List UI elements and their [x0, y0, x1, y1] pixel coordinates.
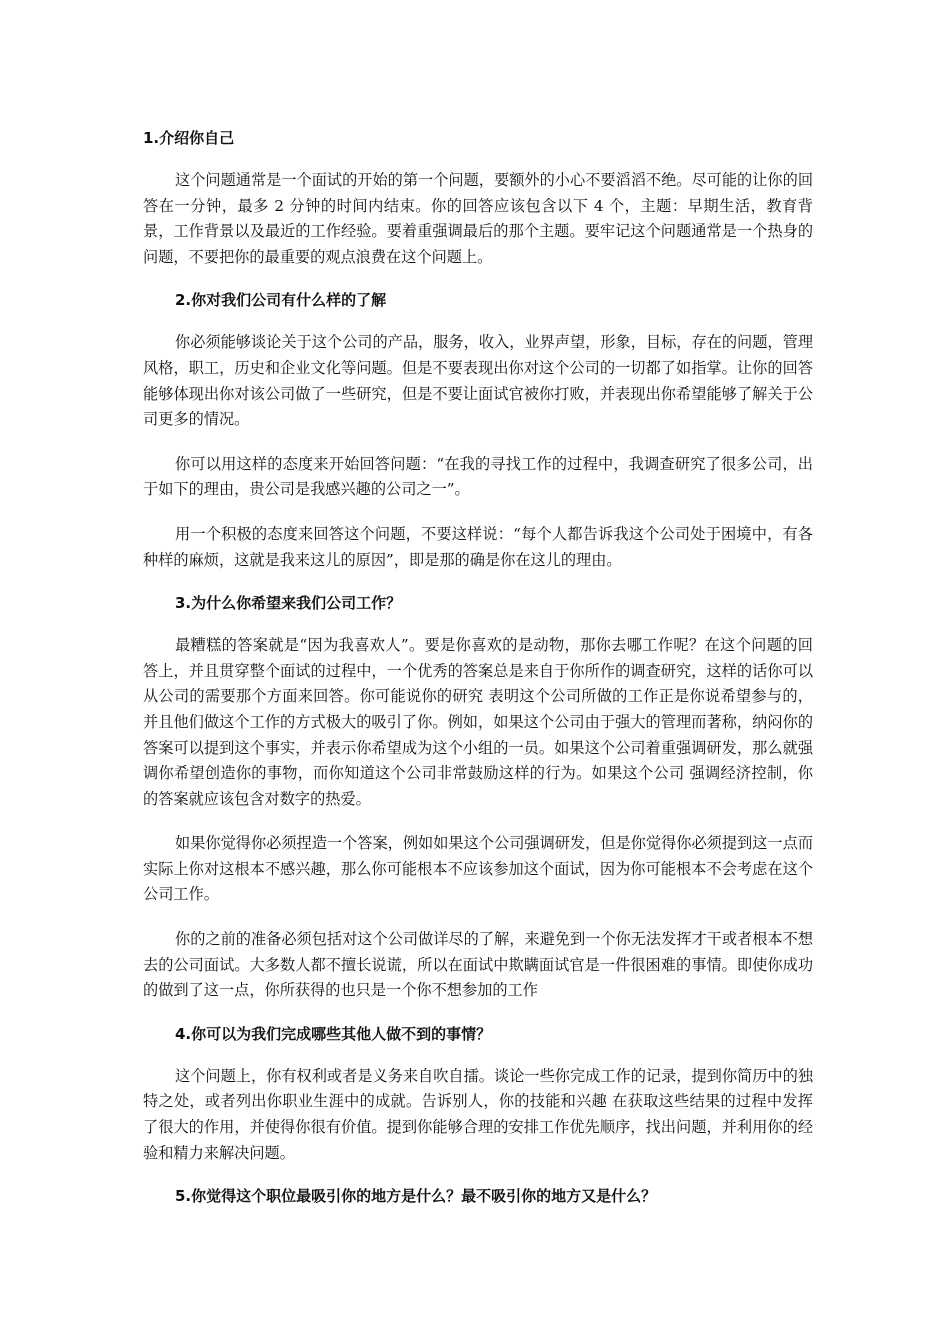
paragraph: 用一个积极的态度来回答这个问题，不要这样说：“每个人都告诉我这个公司处于困境中，有各种样的麻烦，这就是我来这儿的原因”，即是那的确是你在这儿的理由。	[143, 524, 813, 569]
paragraph: 你可以用这样的态度来开始回答问题：“在我的寻找工作的过程中，我调查研究了很多公司，出于如下的理由，贵公司是我感兴趣的公司之一”。	[143, 454, 813, 499]
paragraph: 最糟糕的答案就是“因为我喜欢人”。要是你喜欢的是动物，那你去哪工作呢？在这个问题的回答上，并且贯穿整个面试的过程中，一个优秀的答案总是来自于你所作的调查研究，这样的话你可以从公司的需要那个方面来回答。你可能说你的研究 表明这个公司所做的工作正是你说希望参与的，并且他们做这个工作的方式极大的吸引了你。例如，如果这个公司由于强大的管理而著称，纳闷你的答案可以提到这个事实，并表示你希望成为这个小组的一员。如果这个公司着重强调研发，那么就强调你希望创造你的事物，而你知道这个公司非常鼓励这样的行为。如果这个公司 强调经济控制，你的答案就应该包含对数字的热爱。	[143, 636, 813, 808]
paragraph: 你的之前的准备必须包括对这个公司做详尽的了解，来避免到一个你无法发挥才干或者根本不想去的公司面试。大多数人都不擅长说谎，所以在面试中欺瞒面试官是一件很困难的事情。即使你成功的做到了这一点，你所获得的也只是一个你不想参加的工作	[143, 930, 813, 1000]
section-heading: 2.你对我们公司有什么样的了解	[175, 291, 387, 310]
paragraph: 这个问题通常是一个面试的开始的第一个问题，要额外的小心不要滔滔不绝。尽可能的让你的回答在一分钟，最多 2 分钟的时间内结束。你的回答应该包含以下 4 个，主题：早期生活，教育背景，工作背景以及最近的工作经验。要着重强调最后的那个主题。要牢记这个问题通常是一个热身的问题，不要把你的最重要的观点浪费在这个问题上。	[143, 171, 813, 266]
document-page	[143, 118, 813, 1226]
section-heading: 1.介绍你自己	[143, 129, 235, 147]
paragraph: 这个问题上，你有权利或者是义务来自吹自擂。谈论一些你完成工作的记录，提到你简历中的独特之处，或者列出你职业生涯中的成就。告诉别人，你的技能和兴趣 在获取这些结果的过程中发挥了很大的作用，并使得你很有价值。提到你能够合理的安排工作优先顺序，找出问题，并利用你的经验和精力来解决问题。	[143, 1066, 813, 1162]
paragraph: 如果你觉得你必须捏造一个答案，例如如果这个公司强调研发，但是你觉得你必须提到这一点而实际上你对这根本不感兴趣，那么你可能根本不应该参加这个面试，因为你可能根本不会考虑在这个公司工作。	[143, 834, 813, 904]
paragraph: 你必须能够谈论关于这个公司的产品，服务，收入，业界声望，形象，目标，存在的问题，管理风格，职工，历史和企业文化等问题。但是不要表现出你对这个公司的一切都了如指掌。让你的回答能够体现出你对该公司做了一些研究，但是不要让面试官被你打败，并表现出你希望能够了解关于公司更多的情况。	[143, 333, 813, 429]
section-heading: 3.为什么你希望来我们公司工作？	[175, 594, 402, 613]
section-heading: 4.你可以为我们完成哪些其他人做不到的事情？	[175, 1024, 492, 1043]
section-heading: 5.你觉得这个职位最吸引你的地方是什么？最不吸引你的地方又是什么？	[175, 1187, 657, 1206]
